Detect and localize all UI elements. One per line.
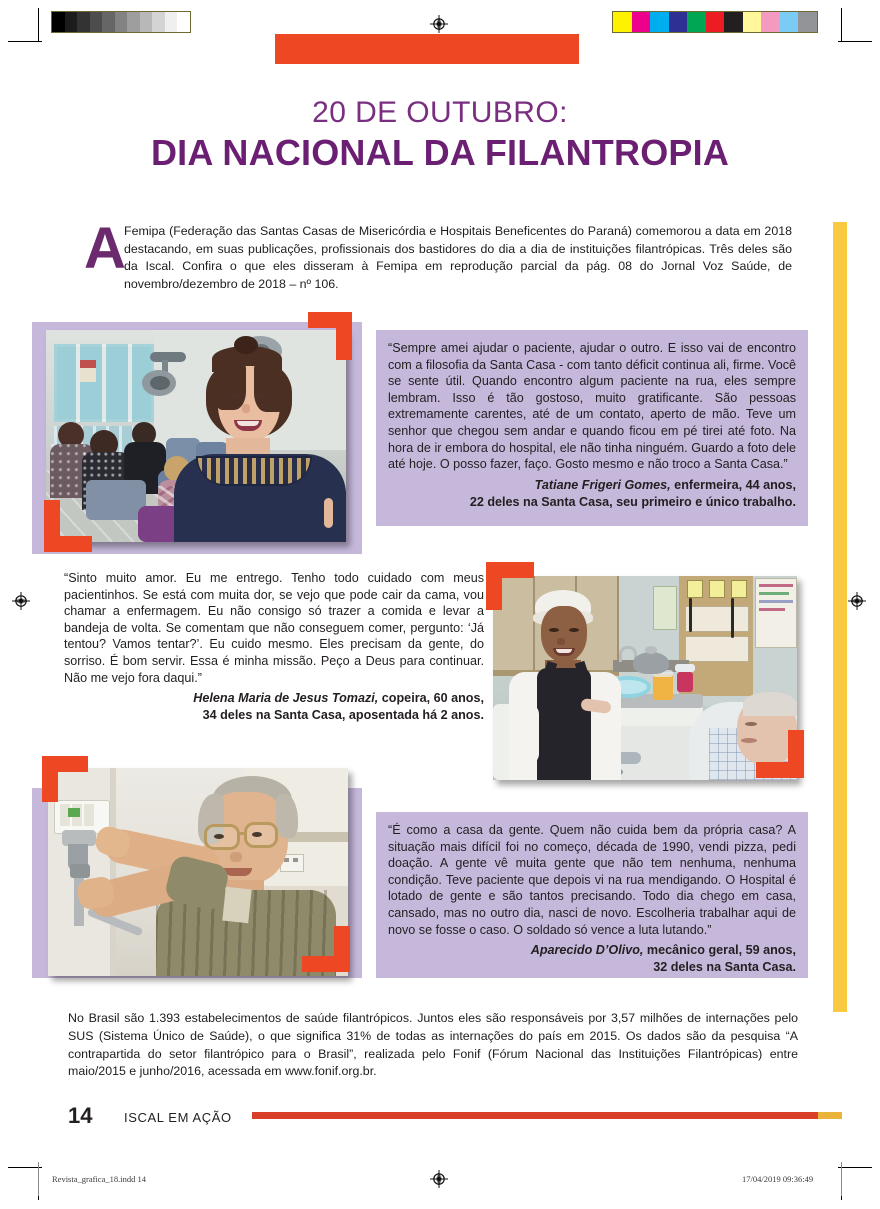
crop-mark-top-right-v: [841, 8, 842, 42]
quote-2-text: “Sinto muito amor. Eu me entrego. Tenho todo cuidado com meus pacientinhos. Se está com muita dor, se vejo que pode cair da cama, vou chamar a enfermagem. Eu não consigo só trazer a comida e levar a bandeja de volta. Se comentam que não conseguem comer, pergunto: ‘Já tentou? Vamos tentar?’. Eu cuido mesmo. Eles precisam da gente, do sorriso. É bom servir. Essa é minha missão. Peço a Deus para continuar. Não me vejo fora daqui.”: [64, 571, 484, 685]
slug-timestamp: 17/04/2019 09:36:49: [742, 1174, 814, 1184]
page-number: 14: [68, 1103, 93, 1128]
quote-1-role-line-1: enfermeira, 44 anos,: [670, 477, 796, 492]
slug-divider-right: [841, 1162, 842, 1196]
drop-cap: A: [84, 216, 126, 281]
photo-2-corner-top-left-v: [486, 562, 502, 610]
quote-2-name: Helena Maria de Jesus Tomazi,: [193, 691, 379, 706]
quote-1-role-line-2: 22 deles na Santa Casa, seu primeiro e único trabalho.: [469, 494, 796, 509]
quote-3-role-line-1: mecânico geral, 59 anos,: [643, 943, 796, 958]
crop-mark-bottom-right-h: [838, 1167, 872, 1168]
quote-1-text: “Sempre amei ajudar o paciente, ajudar o outro. E isso vai de encontro com a filosofia da Santa Casa - com tanto déficit continua ali, firme. Você se sente útil. Quando encontro algum paciente na rua, eles sempre lembram. Isso é tão gostoso, muito gratificante. São pessoas extremamente carentes, até de um contato, aperto de mão. Teve um senhor que chegou sem andar e quando ficou em pé tirei até foto. Na hora de ir embora do hospital, ele não tinha ninguém. Guardo a foto dele até hoje. O posso fazer, faço. Gosto mesmo e não troco a Santa Casa.”: [388, 341, 796, 472]
quote-1-attribution: [388, 477, 796, 511]
quote-3-text: “É como a casa da gente. Quem não cuida bem da própria casa? A situação mais difícil foi no começo, década de 1990, vendi pizza, pedi doação. A gente vê muita gente que não tem nenhuma, nenhuma condição. Teve paciente que depois vi na rua mendigando. O Hospital é lotado de gente e são tantos precisando. Todo dia chego em casa, cansado, mas no outro dia, nasci de novo. Escolheria trabalhar aqui de novo se fosse o caso. O soldado só vence a luta lutando.”: [388, 823, 796, 937]
registration-mark-right: [848, 592, 866, 610]
crop-mark-top-left-h: [8, 41, 42, 42]
photo-1-corner-bottom-left-h: [44, 536, 92, 552]
slug-divider-left: [38, 1162, 39, 1196]
photo-3-corner-bottom-right-v: [334, 926, 350, 972]
photo-nurse-scene: [46, 330, 346, 542]
color-swatch-3: [669, 12, 688, 32]
grayscale-swatch-8: [152, 12, 165, 32]
color-calibration-bar: [612, 11, 818, 33]
quote-card-1: [376, 330, 808, 526]
slug-filename: Revista_grafica_18.indd 14: [52, 1174, 146, 1184]
registration-mark-bottom: [430, 1170, 448, 1188]
grayscale-swatch-0: [52, 12, 65, 32]
quote-3-name: Aparecido D’Olivo,: [530, 943, 644, 958]
photo-nurse: [46, 330, 346, 542]
photo-kitchen-worker-scene: [493, 576, 797, 780]
grayscale-swatch-7: [140, 12, 153, 32]
grayscale-swatch-2: [77, 12, 90, 32]
page-title: [0, 96, 880, 174]
color-swatch-1: [632, 12, 651, 32]
statistics-paragraph: No Brasil são 1.393 estabelecimentos de saúde filantrópicos. Juntos eles são responsáveis por 3,57 milhões de internações pelo SUS (Sistema Único de Saúde), o que significa 31% de todas as internações do país em 2015. Os dados são da pesquisa “A contrapartida do setor filantrópico para o Brasil”, realizada pelo Fonif (Fórum Nacional das Instituições Filantrópicas) entre maio/2015 e junho/2016, acessada em www.fonif.org.br.: [68, 1011, 798, 1079]
quote-card-2: [64, 570, 484, 734]
quote-2-role-line-2: 34 deles na Santa Casa, aposentada há 2 anos.: [202, 708, 484, 723]
title-line-2: DIA NACIONAL DA FILANTROPIA: [150, 132, 730, 173]
title-line-1: 20 DE OUTUBRO:: [312, 96, 568, 129]
photo-3-corner-top-left-v: [42, 756, 58, 802]
photo-kitchen-worker: [493, 576, 797, 780]
grayscale-swatch-9: [165, 12, 178, 32]
color-swatch-5: [706, 12, 725, 32]
photo-2-corner-bottom-right-v: [788, 730, 804, 778]
footer-rule: [252, 1112, 818, 1119]
color-swatch-4: [687, 12, 706, 32]
quote-3-attribution: [388, 942, 796, 976]
grayscale-swatch-6: [127, 12, 140, 32]
color-swatch-10: [798, 12, 817, 32]
registration-mark-top: [430, 15, 448, 33]
grayscale-swatch-4: [102, 12, 115, 32]
crop-mark-top-left-v: [38, 8, 39, 42]
photo-mechanic-scene: [48, 768, 348, 976]
color-swatch-9: [780, 12, 799, 32]
color-swatch-8: [761, 12, 780, 32]
grayscale-swatch-5: [115, 12, 128, 32]
quote-card-3: [376, 812, 808, 978]
photo-1-corner-top-right-v: [336, 312, 352, 360]
crop-mark-top-right-h: [838, 41, 872, 42]
header-orange-block: [275, 34, 579, 64]
registration-mark-left: [12, 592, 30, 610]
grayscale-swatch-1: [65, 12, 78, 32]
crop-mark-bottom-left-h: [8, 1167, 42, 1168]
photo-mechanic: [48, 768, 348, 976]
right-edge-yellow-bar: [833, 222, 847, 1012]
quote-3-role-line-2: 32 deles na Santa Casa.: [653, 960, 796, 975]
footer-rule-yellow-cap: [818, 1112, 842, 1119]
color-swatch-7: [743, 12, 762, 32]
grayscale-calibration-bar: [51, 11, 191, 33]
intro-paragraph: Femipa (Federação das Santas Casas de Misericórdia e Hospitais Beneficentes do Paraná) comemorou a data em 2018 destacando, em suas publicações, profissionais dos bastidores do dia a dia de instituições filantrópicas. Três deles são da Iscal. Confira o que eles disseram à Femipa em reprodução parcial da pág. 08 do Jornal Voz Saúde, de novembro/dezembro de 2018 – nº 106.: [124, 224, 792, 291]
quote-2-attribution: [64, 690, 484, 724]
color-swatch-2: [650, 12, 669, 32]
quote-1-name: Tatiane Frigeri Gomes,: [534, 477, 671, 492]
quote-2-role-line-1: copeira, 60 anos,: [378, 691, 484, 706]
grayscale-swatch-10: [177, 12, 190, 32]
color-swatch-6: [724, 12, 743, 32]
grayscale-swatch-3: [90, 12, 103, 32]
publication-name: ISCAL EM AÇÃO: [124, 1110, 232, 1125]
color-swatch-0: [613, 12, 632, 32]
